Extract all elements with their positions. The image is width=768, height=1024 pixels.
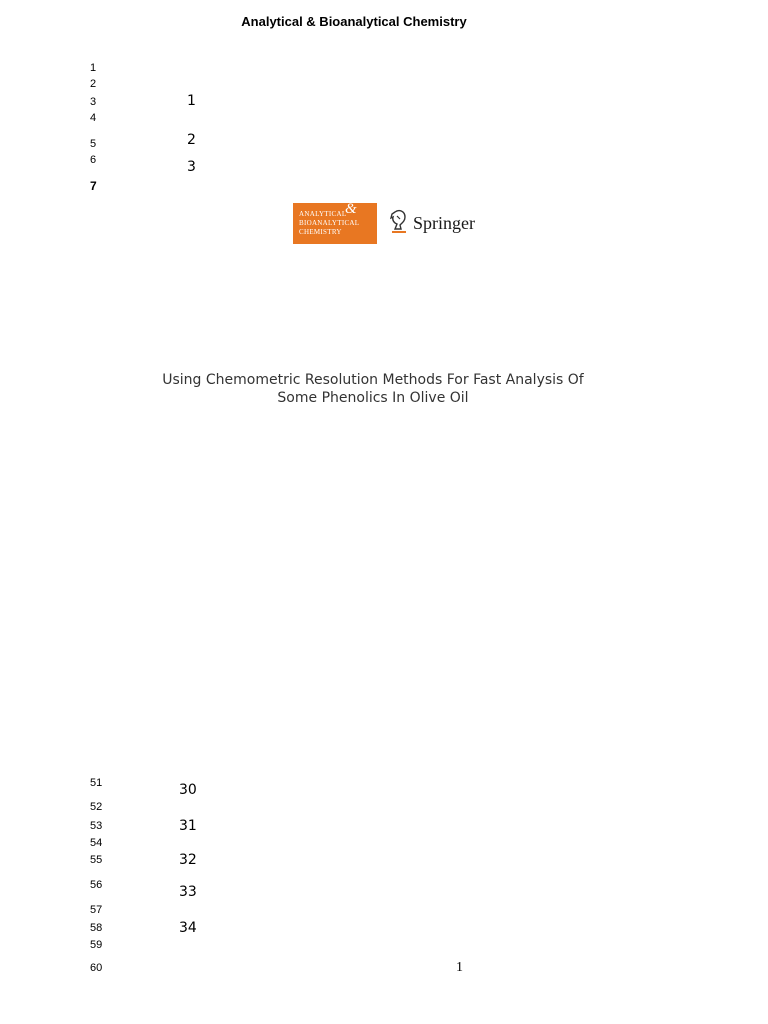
line-number-53: 53 xyxy=(90,820,103,832)
reference-marker-34: 34 xyxy=(179,920,197,936)
paper-title-line-2: Some Phenolics In Olive Oil xyxy=(277,390,469,406)
journal-logo xyxy=(293,203,483,244)
reference-marker-30: 30 xyxy=(179,782,197,798)
line-number-5: 5 xyxy=(90,138,97,150)
springer-horse-icon xyxy=(389,208,409,239)
line-number-3: 3 xyxy=(90,96,97,108)
line-number-57: 57 xyxy=(90,904,103,916)
line-number-4: 4 xyxy=(90,112,97,124)
line-number-59: 59 xyxy=(90,939,103,951)
logo-line-analytical: ANALYTICAL xyxy=(299,210,347,218)
line-number-60: 60 xyxy=(90,962,103,974)
journal-title: Analytical & Bioanalytical Chemistry xyxy=(241,14,467,29)
reference-marker-33: 33 xyxy=(179,884,197,900)
paper-title xyxy=(0,371,746,407)
line-number-52: 52 xyxy=(90,801,103,813)
page-number: 1 xyxy=(456,960,463,975)
logo-line-chemistry: CHEMISTRY xyxy=(299,228,342,236)
line-number-58: 58 xyxy=(90,922,103,934)
logo-line-bioanalytical: BIOANALYTICAL xyxy=(299,219,360,227)
line-number-55: 55 xyxy=(90,854,103,866)
line-number-56: 56 xyxy=(90,879,103,891)
reference-marker-1: 1 xyxy=(187,93,196,109)
reference-marker-32: 32 xyxy=(179,852,197,868)
reference-marker-31: 31 xyxy=(179,818,197,834)
paper-title-line-1: Using Chemometric Resolution Methods For Fast Analysis Of xyxy=(162,372,584,388)
line-number-1: 1 xyxy=(90,62,97,74)
line-number-54: 54 xyxy=(90,837,103,849)
springer-logo xyxy=(389,203,475,244)
line-number-51: 51 xyxy=(90,777,103,789)
line-number-6: 6 xyxy=(90,154,97,166)
reference-marker-3: 3 xyxy=(187,159,196,175)
journal-logo-box xyxy=(293,203,377,244)
logo-ampersand: & xyxy=(345,201,357,217)
line-number-7: 7 xyxy=(90,179,97,193)
reference-marker-2: 2 xyxy=(187,132,196,148)
line-number-2: 2 xyxy=(90,78,97,90)
springer-wordmark: Springer xyxy=(413,213,475,233)
